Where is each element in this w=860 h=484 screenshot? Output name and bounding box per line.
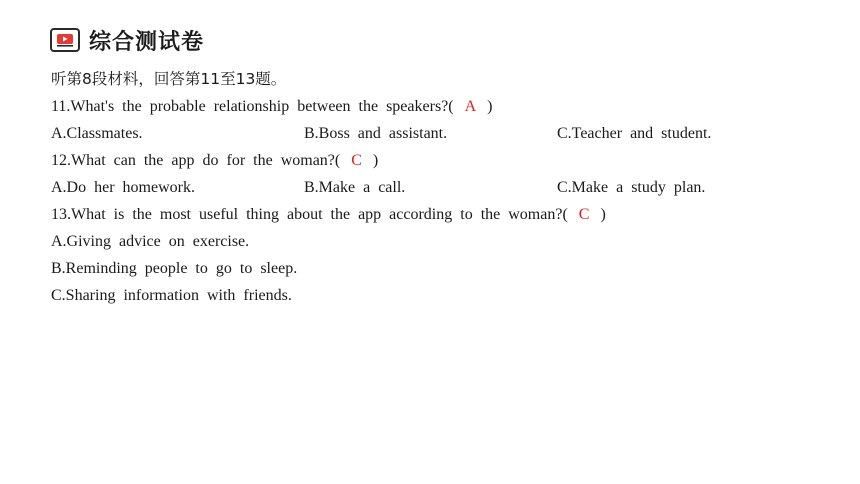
question-close-paren: ) <box>487 98 493 115</box>
listening-instruction: 听第8段材料，回答第11至13题。 <box>51 70 287 88</box>
question-stem: 11.What's the probable relationship between the speakers?( <box>51 98 454 115</box>
question-12 <box>51 147 831 174</box>
option-a: A.Do her homework. <box>51 179 195 196</box>
option-b: B.Reminding people to go to sleep. <box>51 260 298 277</box>
question-close-paren: ) <box>600 206 606 223</box>
option-b: B.Make a call. <box>304 179 406 196</box>
video-play-icon <box>50 28 80 52</box>
option-c: C.Teacher and student. <box>557 125 712 142</box>
answer-mark: C <box>578 206 590 223</box>
options-row-12 <box>51 174 831 201</box>
answer-mark: C <box>351 152 362 169</box>
option-b: B.Boss and assistant. <box>304 125 448 142</box>
header <box>50 24 204 56</box>
option-c: C.Sharing information with friends. <box>51 287 292 304</box>
option-c: C.Make a study plan. <box>557 179 706 196</box>
option-a: A.Giving advice on exercise. <box>51 233 250 250</box>
question-stem: 13.What is the most useful thing about the app according to the woman?( <box>51 206 568 223</box>
options-row-11 <box>51 120 831 147</box>
question-close-paren: ) <box>372 152 379 169</box>
question-13 <box>51 201 831 228</box>
option-a: A.Classmates. <box>51 125 143 142</box>
page-title: 综合测试卷 <box>89 29 205 55</box>
question-stem: 12.What can the app do for the woman?( <box>51 152 341 169</box>
question-11 <box>51 93 831 120</box>
question-section <box>51 66 831 309</box>
answer-mark: A <box>464 98 477 115</box>
